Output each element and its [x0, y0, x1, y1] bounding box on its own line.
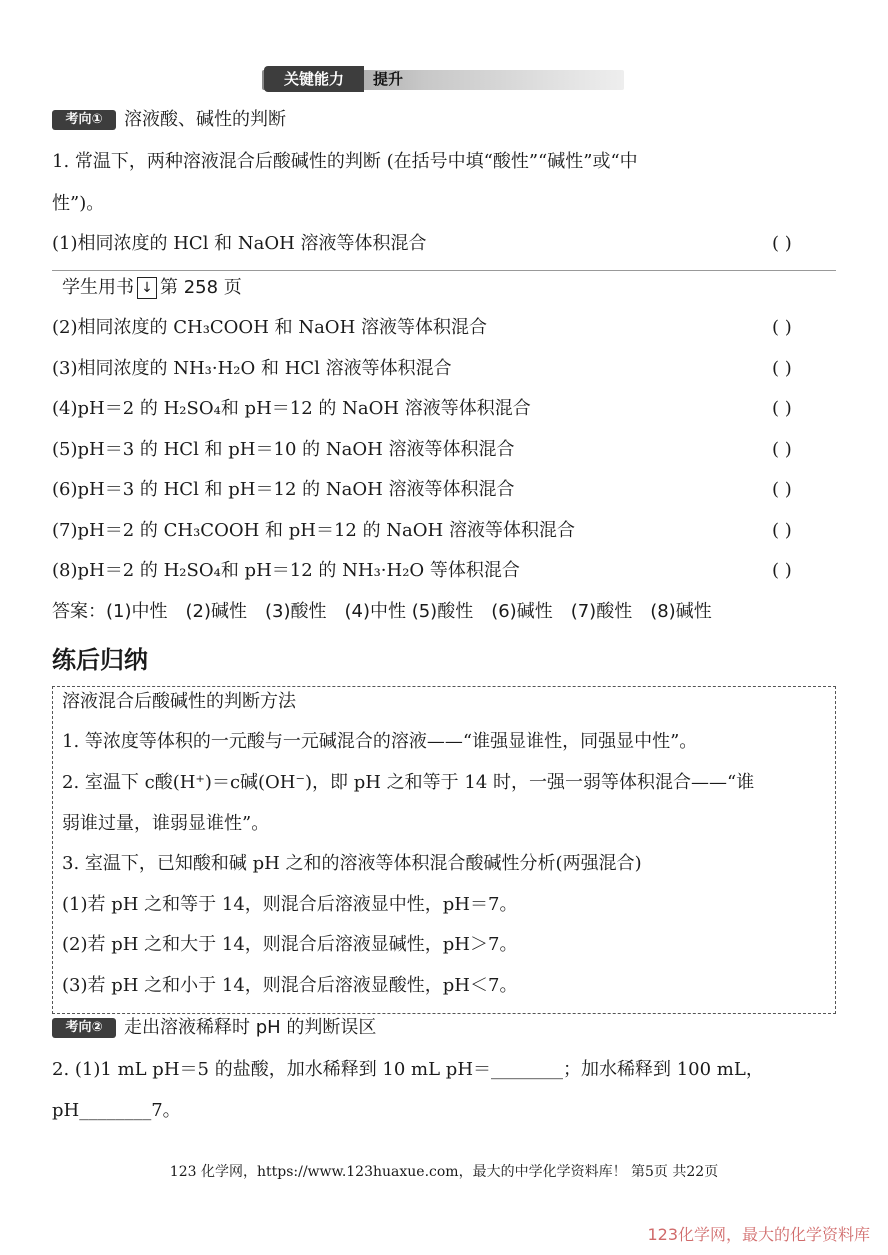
item-2: (2)相同浓度的 CH₃COOH 和 NaOH 溶液等体积混合	[52, 317, 487, 338]
header-banner-left: 关键能力	[264, 66, 364, 92]
book-reference	[62, 276, 242, 300]
answer-blank-2: ( )	[772, 317, 792, 338]
answer-blank-7: ( )	[772, 520, 792, 541]
item-5: (5)pH＝3 的 HCl 和 pH＝10 的 NaOH 溶液等体积混合	[52, 439, 515, 460]
answer-blank-5: ( )	[772, 439, 792, 460]
page-divider	[52, 270, 836, 271]
answer-key: 答案：(1)中性 (2)碱性 (3)酸性 (4)中性 (5)酸性 (6)碱性 (7)酸性 (8)碱性	[52, 601, 712, 622]
section1-title: 溶液酸、碱性的判断	[124, 109, 286, 130]
question2-line2: pH________7。	[52, 1100, 181, 1121]
section1-badge: 考向①	[52, 110, 116, 130]
summary-line-3: 弱谁过量，谁弱显谁性”。	[62, 813, 270, 834]
item-1: (1)相同浓度的 HCl 和 NaOH 溶液等体积混合	[52, 233, 427, 254]
item-4: (4)pH＝2 的 H₂SO₄和 pH＝12 的 NaOH 溶液等体积混合	[52, 398, 531, 419]
arrow-down-icon: ↓	[137, 277, 157, 299]
item-3: (3)相同浓度的 NH₃·H₂O 和 HCl 溶液等体积混合	[52, 358, 452, 379]
item-8: (8)pH＝2 的 H₂SO₄和 pH＝12 的 NH₃·H₂O 等体积混合	[52, 560, 520, 581]
summary-title: 练后归纳	[52, 646, 148, 674]
question2-line1: 2. (1)1 mL pH＝5 的盐酸，加水稀释到 10 mL pH＝________；加水稀释到 100 mL，	[52, 1059, 764, 1080]
answer-blank-6: ( )	[772, 479, 792, 500]
book-ref-page: 第 258 页	[160, 277, 242, 298]
summary-line-5: (1)若 pH 之和等于 14，则混合后溶液显中性，pH＝7。	[62, 894, 518, 915]
item-7: (7)pH＝2 的 CH₃COOH 和 pH＝12 的 NaOH 溶液等体积混合	[52, 520, 575, 541]
summary-box-title: 溶液混合后酸碱性的判断方法	[62, 691, 296, 712]
question1-line1: 1. 常温下，两种溶液混合后酸碱性的判断 (在括号中填“酸性”“碱性”或“中	[52, 151, 638, 172]
summary-line-6: (2)若 pH 之和大于 14，则混合后溶液显碱性，pH＞7。	[62, 934, 518, 955]
item-6: (6)pH＝3 的 HCl 和 pH＝12 的 NaOH 溶液等体积混合	[52, 479, 515, 500]
answer-blank-4: ( )	[772, 398, 792, 419]
summary-line-2: 2. 室温下 c酸(H⁺)＝c碱(OH⁻)，即 pH 之和等于 14 时，一强一弱等体积混合——“谁	[62, 772, 755, 793]
answer-blank-3: ( )	[772, 358, 792, 379]
header-banner-right: 提升	[372, 70, 403, 88]
section2-title: 走出溶液稀释时 pH 的判断误区	[124, 1017, 377, 1038]
page-footer: 123 化学网，https://www.123huaxue.com，最大的中学化学资料库！ 第5页 共22页	[169, 1164, 719, 1180]
answer-blank-8: ( )	[772, 560, 792, 581]
watermark: 123化学网，最大的化学资料库	[647, 1225, 870, 1244]
summary-line-4: 3. 室温下，已知酸和碱 pH 之和的溶液等体积混合酸碱性分析(两强混合)	[62, 853, 642, 874]
summary-line-7: (3)若 pH 之和小于 14，则混合后溶液显酸性，pH＜7。	[62, 975, 518, 996]
answer-blank-1: ( )	[772, 233, 792, 254]
book-ref-prefix: 学生用书	[62, 277, 134, 298]
section2-badge: 考向②	[52, 1018, 116, 1038]
summary-line-1: 1. 等浓度等体积的一元酸与一元碱混合的溶液——“谁强显谁性，同强显中性”。	[62, 731, 698, 752]
question1-line2: 性”)。	[52, 193, 105, 214]
